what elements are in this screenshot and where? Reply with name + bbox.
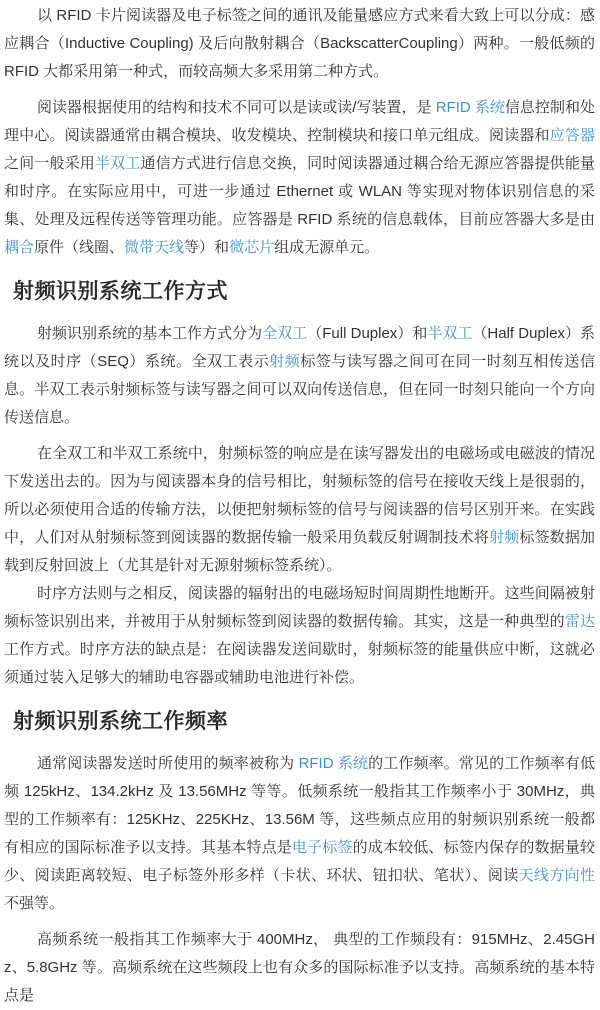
text-run: 高频系统一般指其工作频率大于 400MHz， 典型的工作频段有：915MHz、2.45GHz、5.8GHz 等。高频系统在这些频段上也有众多的国际标准予以支持。高频系统的基本特点是 — [4, 931, 595, 1004]
text-run: 时序方法则与之相反，阅读器的辐射出的电磁场短时间周期性地断开。这些间隔被射频标签识别出来，并被用于从射频标签到阅读器的数据传输。其实，这是一种典型的 — [4, 585, 595, 630]
link-rfid-system[interactable]: RFID 系统 — [298, 755, 369, 772]
text-run: 组成无源单元。 — [274, 239, 380, 256]
link-electronic-tag[interactable]: 电子标签 — [291, 839, 353, 856]
text-run: 信息控制和处理中心。阅读器通常由耦合模块、收发模块、控制模块和接口单元组成。阅读器和 — [4, 99, 595, 144]
link-radio-frequency[interactable]: 射频 — [489, 529, 520, 546]
section-heading-working-frequency: 射频识别系统工作频率 — [13, 710, 228, 733]
text-run: 原件（线圈、 — [34, 239, 125, 256]
paragraph-reader-description — [4, 94, 595, 262]
text-run: 的工作频率。常见的工作频率有低频 125kHz、134.2kHz 及 13.56MHz 等等。低频系统一般指其工作频率小于 30MHz，典型的工作频率有：125KHz、225KHz、13.56M 等，这些频点应用的射频识别系统一般都有相应的国际标准予以支持。其基本特点是 — [4, 755, 595, 856]
text-run: 通信方式进行信息交换，同时阅读器通过耦合给无源应答器提供能量和时序。在实际应用中，可进一步通过 Ethernet 或 WLAN 等实现对物体识别信息的采集、处理及远程传送等管理功能。应答器是 RFID 系统的信息载体，目前应答器大多是由 — [4, 155, 595, 228]
link-microchip[interactable]: 微芯片 — [229, 239, 275, 256]
text-run: 阅读器根据使用的结构和技术不同可以是读或读/写装置，是 — [37, 99, 436, 116]
text-run: 之间一般采用 — [4, 155, 95, 172]
text-run: （Half Duplex）系统以及时序（SEQ）系统。全双工表示 — [4, 325, 595, 370]
text-run: 射频识别系统的基本工作方式分为 — [37, 325, 263, 342]
link-rfid-system[interactable]: RFID 系统 — [435, 99, 505, 116]
link-half-duplex[interactable]: 半双工 — [94, 155, 141, 172]
paragraph-tag-response — [4, 440, 595, 580]
paragraph-duplex-modes — [4, 320, 595, 432]
link-radio-frequency[interactable]: 射频 — [269, 353, 301, 370]
text-run: 不强等。 — [4, 895, 65, 912]
section-heading-working-mode: 射频识别系统工作方式 — [13, 280, 228, 303]
link-antenna-directivity[interactable]: 天线方向性 — [518, 867, 595, 884]
link-radar[interactable]: 雷达 — [564, 613, 595, 630]
link-full-duplex[interactable]: 全双工 — [262, 325, 308, 342]
paragraph-low-frequency — [4, 750, 595, 918]
text-run: 等）和 — [184, 239, 230, 256]
text-run: 以 RFID 卡片阅读器及电子标签之间的通讯及能量感应方式来看大致上可以分成：感应耦合（Inductive Coupling) 及后向散射耦合（BackscatterCoupling）两种。一般低频的 RFID 大都采用第一种式，而较高频大多采用第二种方式。 — [4, 7, 595, 80]
text-run: 的成本较低、标签内保存的数据量较少、阅读距离较短、电子标签外形多样（卡状、环状、钮扣状、笔状）、阅读 — [4, 839, 595, 884]
text-run: （Full Duplex）和 — [307, 325, 428, 342]
paragraph-coupling-types — [4, 2, 595, 86]
text-run: 在全双工和半双工系统中，射频标签的响应是在读写器发出的电磁场或电磁波的情况下发送出去的。因为与阅读器本身的信号相比，射频标签的信号在接收天线上是很弱的，所以必须使用合适的传输方法，以便把射频标签的信号与阅读器的信号区别开来。在实践中，人们对从射频标签到阅读器的数据传输一般采用负载反射调制技术将 — [4, 445, 595, 546]
text-run: 工作方式。时序方法的缺点是：在阅读器发送间歇时，射频标签的能量供应中断，这就必须通过装入足够大的辅助电容器或辅助电池进行补偿。 — [4, 641, 595, 686]
text-run: 标签数据加载到反射回波上（尤其是针对无源射频标签系统）。 — [4, 529, 595, 574]
link-coupling[interactable]: 耦合 — [4, 239, 35, 256]
link-transponder[interactable]: 应答器 — [549, 127, 595, 144]
link-half-duplex[interactable]: 半双工 — [427, 325, 473, 342]
text-run: 通常阅读器发送时所使用的频率被称为 — [37, 755, 299, 772]
paragraph-sequential-method — [4, 580, 595, 692]
text-run: 标签与读写器之间可在同一时刻互相传送信息。半双工表示射频标签与读写器之间可以双向传送信息，但在同一时刻只能向一个方向传送信息。 — [4, 353, 595, 426]
link-microstrip-antenna[interactable]: 微带天线 — [124, 239, 185, 256]
paragraph-high-frequency — [4, 926, 595, 1010]
